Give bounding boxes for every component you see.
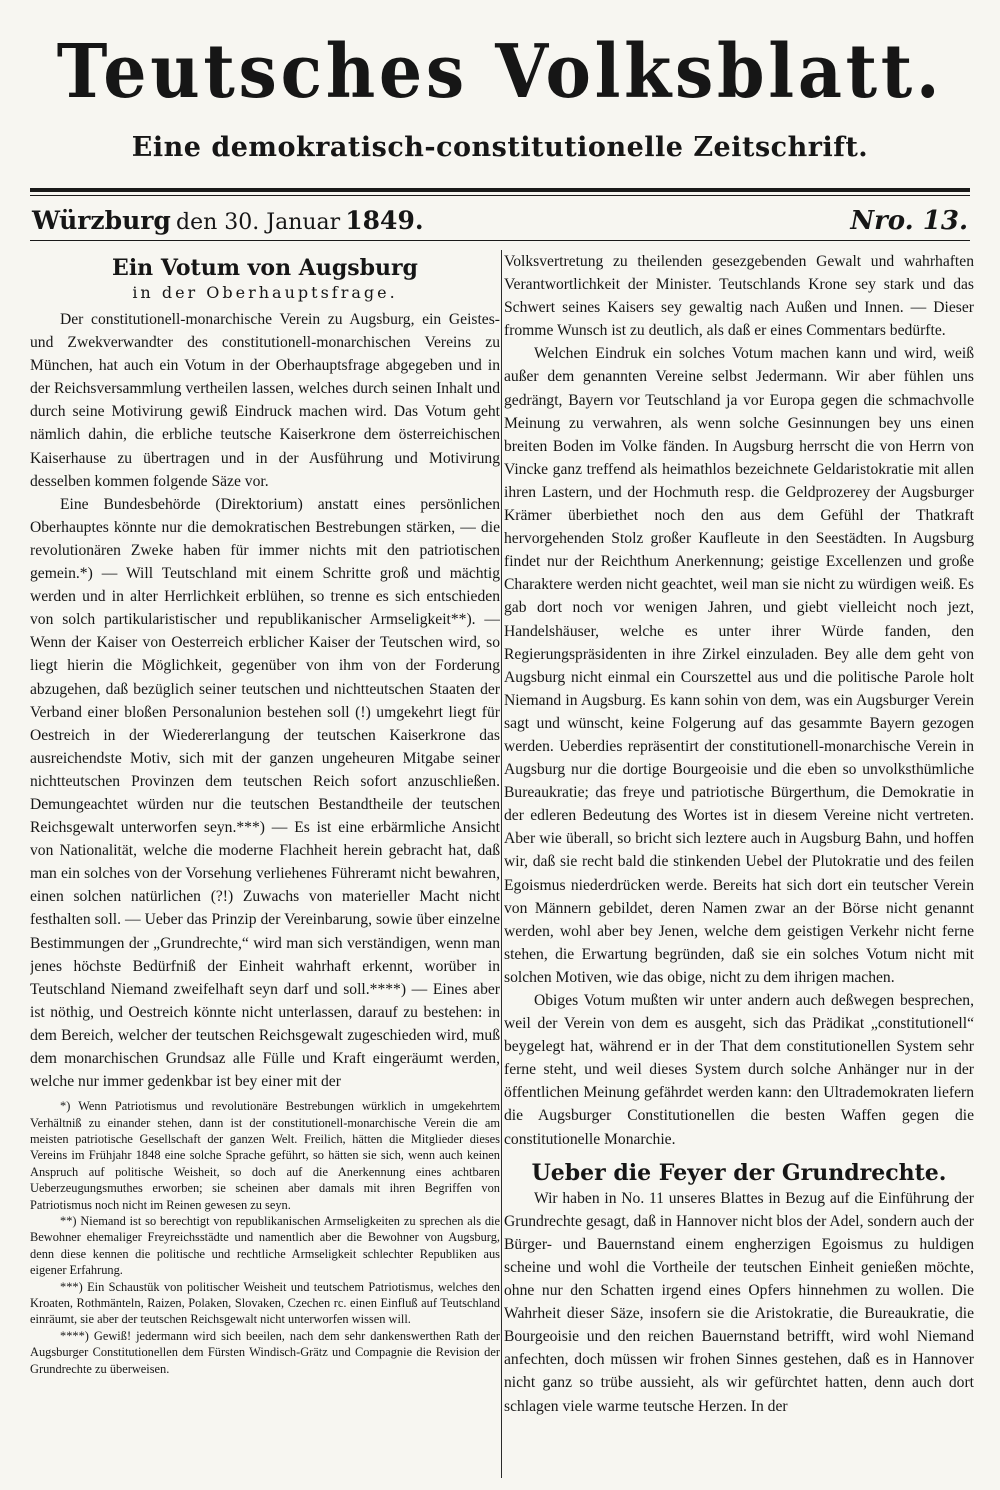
article-paragraph: Volksvertretung zu theilenden gesezgebenden Gewalt und wahrhaften Verantwortlichkeit der Minister. Teutschlands Krone sey stark und das Schwert seines Kaisers sey gewaltig nach Außen und Innen. — Dieser fromme Wunsch ist zu deutlich, als daß er eines Commentars bedürfte. bbox=[504, 253, 974, 340]
article-title: Ueber die Feyer der Grundrechte. bbox=[531, 1159, 947, 1186]
footnote: ****) Gewiß! jedermann wird sich beeilen, nach dem sehr dankenswerthen Rath der Augsburger Constitutionellen dem Fürsten Windisch-Grätz und Compagnie die Revision der Grundrechte zu überweisen. bbox=[30, 1328, 500, 1376]
masthead-rule-thin bbox=[30, 195, 970, 196]
article-paragraph: Wir haben in No. 11 unseres Blattes in Bezug auf die Einführung der Grundrechte gesagt, daß in Hannover nicht blos der Adel, sondern auch der Bürger- und Bauernstand einem engherzigen Egoismus zu huldigen scheine und wohl die Vortheile der teutschen Einheit genießen möchte, ohne nur den Schatten irgend eines Opfers hinnehmen zu wollen. Die Wahrheit dieser Säze, insofern sie die Aristokratie, die Bureaukratie, die Bourgeoisie und den reichen Bauernstand betrifft, wird wohl Niemand anfechten, doch müssen wir frohen Sinnes gestehen, daß es in Hannover nicht ganz so trübe aussieht, als wir gefürchtet hatten, denn auch dort schlagen viele warme teutsche Herzen. In der bbox=[504, 1189, 974, 1415]
article-paragraph: Der constitutionell-monarchische Verein zu Augsburg, ein Geistes- und Zwekverwandter des constitutionell-monarchischen Vereins zu München, hat auch ein Votum in der Oberhauptsfrage abgegeben und in der Reichsversammlung vertheilen lassen, welches durch seinen Inhalt und durch seine Motivirung gewiß Eindruck machen wird. Das Votum geht nämlich dahin, die erbliche teutsche Kaiserkrone dem österreichischen Kaiserhause zu übertragen und in der Ausführung und Motivirung desselben kommen folgende Säze vor. bbox=[30, 311, 500, 490]
article-paragraph: Obiges Votum mußten wir unter andern auch deßwegen besprechen, weil der Verein von dem es ausgeht, sich das Prädikat „constitutionell“ beygelegt hat, während er in der That dem constitutionellen System sehr ferne steht, und weil dieses System durch solche Anhänger nur in der öffentlichen Meinung gefährdet werden kann: den Ultrademokraten liefern die Augsburger Constitutionellen die besten Waffen gegen die constitutionelle Monarchie. bbox=[504, 992, 974, 1148]
dateline-rule bbox=[30, 240, 970, 241]
dateline-date: den 30. Januar bbox=[176, 210, 341, 235]
dateline-year: 1849. bbox=[345, 206, 424, 235]
newspaper-title: Teutsches Volksblatt. bbox=[56, 29, 944, 115]
footnote: **) Niemand ist so berechtigt von republikanischen Armseligkeiten zu sprechen als die Bewohner ehemaliger Freyreichsstädte und namentlich aber die Bewohner von Augsburg, denn diese kennen die politische und rechtliche Armseligkeit schlechter Republiken aus eigener Erfahrung. bbox=[30, 1214, 500, 1278]
masthead-rule-thick bbox=[30, 188, 970, 192]
article-title: Ein Votum von Augsburg bbox=[112, 255, 418, 281]
footnote-separator bbox=[30, 1095, 500, 1096]
masthead bbox=[0, 0, 1000, 200]
article-subtitle: in der Oberhauptsfrage. bbox=[132, 283, 398, 302]
column-divider bbox=[501, 250, 502, 1478]
article-paragraph: Eine Bundesbehörde (Direktorium) anstatt eines persönlichen Oberhauptes könnte nur die demokratischen Bestrebungen stärken, — die revolutionären Zweke haben für immer nichts mit den patriotischen gemein.*) — Will Teutschland mit einem Schritte groß und mächtig werden und in alter Herrlichkeit erblühen, so trenne es sich entschieden von solch partikularistischer und republikanischer Armseligkeit**). — Wenn der Kaiser von Oesterreich erblicher Kaiser der Teutschen wird, so liegt hierin die Möglichkeit, gegenüber von ihm von der Forderung abzugehen, daß bezüglich seiner teutschen und nichtteutschen Staaten der Verband einer bloßen Personalunion bestehen soll (!) umgekehrt liegt für Oestreich in der Wiedererlangung der teutschen Kaiserkrone das ausreichendste Motiv, sich mit der ganzen ungeheuren Mitgabe seiner nichtteutschen Provinzen dem teutschen Reich sofort anzuschließen. Demungeachtet würden nur die teutschen Bestandtheile der teutschen Reichsgewalt unterworfen seyn.***) — Es ist eine erbärmliche Ansicht von Nationalität, welche die moderne Flachheit herein gebracht hat, daß man ein solches von der Vorsehung verliehenes Führeramt nicht bewahren, einen solchen natürlichen (?!) Zuwachs von materieller Macht nicht festhalten soll. — Ueber das Prinzip der Vereinbarung, sowie über einzelne Bestimmungen der „Grundrechte,“ wird man sich verständigen, wenn man jenes höchste Bedürfniß der Einheit wahrhaft erkennt, worüber in Teutschland Niemand zweifelhaft seyn darf und soll.****) — Eines aber ist nöthig, und Oestreich könnte nicht unterlassen, darauf zu bestehen: in dem Bereich, welcher der teutschen Reichsgewalt zugeschieden wird, muß dem monarchischen Grundsaz alle Fülle und Kraft eingeräumt werden, welche nur immer gedenkbar ist bey einer mit der bbox=[30, 495, 500, 1091]
newspaper-subtitle: Eine demokratisch-constitutionelle Zeitschrift. bbox=[131, 132, 869, 163]
dateline-place: Würzburg bbox=[32, 206, 171, 235]
left-column bbox=[30, 250, 500, 1480]
dateline bbox=[32, 204, 968, 238]
article-paragraph: Welchen Eindruk ein solches Votum machen kann und wird, weiß außer dem genannten Vereine selbst Jedermann. Wir aber fühlen uns gedrängt, Bayern vor Teutschland ja vor Europa gegen die schmachvolle Meinung zu verwahren, als wenn solche Gesinnungen bey uns einen breiten Boden im Volke fänden. In Augsburg herrscht die von Herrn von Vincke ganz treffend als heimathlos bezeichnete Geldaristokratie mit allen ihren Lastern, und der Hochmuth resp. die Geldprozerey der Augsburger Krämer überbiethet noch den aus dem Gefühl der Thatkraft hervorgehenden Stolz großer Kaufleute in den Seestädten. In Augsburg findet nur der Reichthum Anerkennung; geistige Excellenzen und große Charaktere werden nicht geachtet, weil man sie nicht zu würdigen weiß. Es gab dort noch vor wenigen Jahren, und giebt vielleicht noch jezt, Handelshäuser, welche es unter ihrer Würde fanden, den Regierungspräsidenten in ihre Zirkel einzuladen. Bey alle dem geht von Augsburg nicht einmal ein Courszettel aus und die politische Parole holt Niemand in Augsburg. Es kann sohin von dem, was ein Augsburger Verein sagt und wünscht, keine Folgerung auf das gesammte Bayern gezogen werden. Ueberdies repräsentirt der constitutionell-monarchische Verein in Augsburg nur die dortige Bourgeoisie und die eben so unvolksthümliche Bureaukratie; das freye und patriotische Bürgerthum, die Demokratie in der edleren Bedeutung des Wortes ist in diesem Vereine nicht vertreten. Aber wie überall, so bricht sich leztere auch in Augsburg Bahn, und hoffen wir, daß sie recht bald die stinkenden Uebel der Plutokratie und des feilen Egoismus niederdrücken werde. Bereits hat sich dort ein teutscher Verein von Männern gebildet, deren Namen zwar an der Börse nicht genannt werden, wohl aber bey Jenen, welche dem geistigen Verkehr nicht ferne stehen, die Erwartung begründen, daß sie ein solches Votum nicht mit solchen Motiven, wie das obige, nicht zu dem ihrigen machen. bbox=[504, 345, 974, 986]
footnote: *) Wenn Patriotismus und revolutionäre Bestrebungen würklich in umgekehrtem Verhältniß zu einander stehen, dann ist der constitutionell-monarchische Verein die am meisten patriotische Gesellschaft der ganzen Welt. Freilich, hätten die Mitglieder dieses Vereins im Frühjahr 1848 eine solche Sprache geführt, so hätten sie sich, wenn auch keinen Anspruch auf politische Weisheit, so doch auf die Anerkennung eines achtbaren Ueberzeugungsmuthes erworben; sie scheinen aber damals mit ihren Begriffen von Patriotismus noch nicht im Reinen gewesen zu seyn. bbox=[30, 1099, 500, 1212]
footnote: ***) Ein Schaustük von politischer Weisheit und teutschem Patriotismus, welches den Kroaten, Rothmänteln, Raizen, Polaken, Slovaken, Czechen rc. einen Einfluß auf Teutschland einräumt, sie aber der teutschen Reichsgewalt nicht unterworfen wissen will. bbox=[30, 1279, 500, 1327]
right-column bbox=[504, 250, 974, 1480]
issue-number: Nro. 13. bbox=[850, 206, 968, 236]
